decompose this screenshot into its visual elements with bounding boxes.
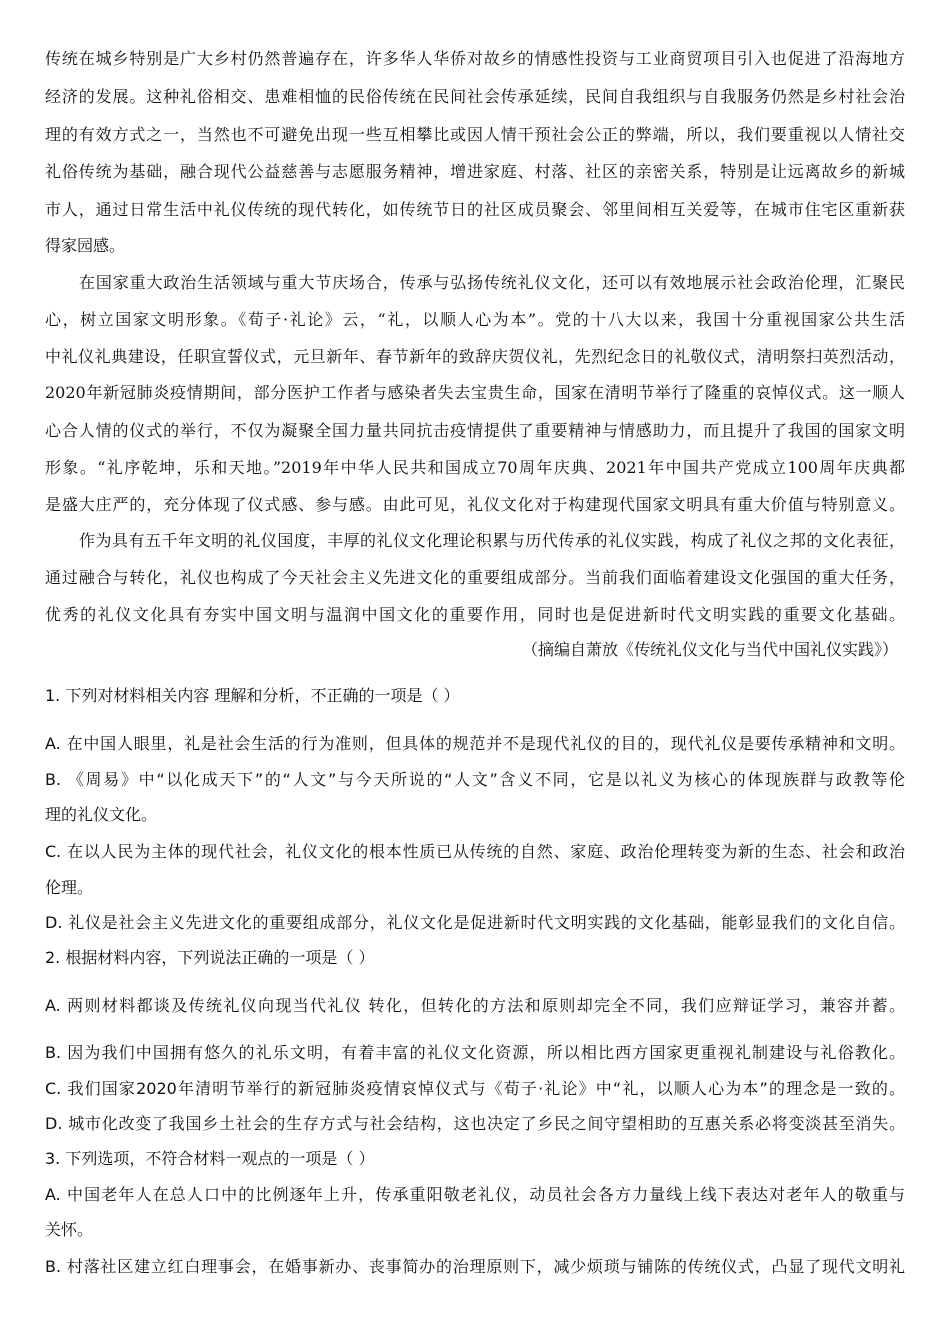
text-line: 心，树立国家文明形象。《荀子·礼论》云，“礼，以顺人心为本”。党的十八大以来，我国十分重视国家公共生活 — [45, 310, 905, 329]
source-citation: （摘编自萧放《传统礼仪文化与当代中国礼仪实践》） — [521, 640, 898, 659]
text-line: 中礼仪礼典建设，任职宣誓仪式，元旦新年、春节新年的致辞庆贺仪礼，先烈纪念日的礼敬仪式，清明祭扫英烈活动， — [45, 347, 905, 366]
option-a: A. 两则材料都谈及传统礼仪向现当代礼仪 转化，但转化的方法和原则却完全不同，我们应辩证学习，兼容并蓄。 — [45, 996, 905, 1015]
text-line: 得家园感。 — [45, 236, 126, 255]
question-stem: 2. 根据材料内容，下列说法正确的一项是（ ） — [45, 948, 375, 967]
option-d: D. 礼仪是社会主义先进文化的重要组成部分，礼仪文化是促进新时代文明实践的文化基础，能彰显我们的文化自信。 — [45, 913, 905, 932]
question-stem: 1. 下列对材料相关内容 理解和分析，不正确的一项是（ ） — [45, 686, 460, 705]
option-c-continued: 伦理。 — [45, 878, 94, 897]
text-line: 在国家重大政治生活领域与重大节庆场合，传承与弘扬传统礼仪文化，还可以有效地展示社会政治伦理，汇聚民 — [79, 273, 905, 292]
text-line: 通过融合与转化，礼仪也构成了今天社会主义先进文化的重要组成部分。当前我们面临着建设文化强国的重大任务， — [45, 568, 905, 587]
text-line: 传统在城乡特别是广大乡村仍然普遍存在，许多华人华侨对故乡的情感性投资与工业商贸项目引入也促进了沿海地方 — [45, 49, 905, 68]
option-b: B. 村落社区建立红白理事会，在婚事新办、丧事简办的治理原则下，减少烦琐与铺陈的传统仪式，凸显了现代文明礼 — [45, 1257, 905, 1276]
text-line: 理的有效方式之一，当然也不可避免出现一些互相攀比或因人情干预社会公正的弊端，所以，我们要重视以人情社交 — [45, 125, 905, 144]
option-a-continued: 关怀。 — [45, 1220, 94, 1239]
question-stem: 3. 下列选项，不符合材料一观点的一项是（ ） — [45, 1149, 375, 1168]
option-b-continued: 理的礼仪文化。 — [45, 805, 158, 824]
option-d: D. 城市化改变了我国乡土社会的生存方式与社会结构，这也决定了乡民之间守望相助的互惠关系必将变淡甚至消失。 — [45, 1114, 905, 1133]
option-a: A. 在中国人眼里，礼是社会生活的行为准则，但具体的规范并不是现代礼仪的目的，现代礼仪是要传承精神和文明。 — [45, 734, 905, 753]
option-b: B. 因为我们中国拥有悠久的礼乐文明，有着丰富的礼仪文化资源，所以相比西方国家更重视礼制建设与礼俗教化。 — [45, 1043, 905, 1062]
text-line: 心合人情的仪式的举行，不仅为凝聚全国力量共同抗击疫情提供了重要精神与情感助力，而且提升了我国的国家文明 — [45, 421, 905, 440]
option-a: A. 中国老年人在总人口中的比例逐年上升，传承重阳敬老礼仪，动员社会各方力量线上线下表达对老年人的敬重与 — [45, 1185, 905, 1204]
option-b: B. 《周易》中“以化成天下”的“人文”与今天所说的“人文”含义不同，它是以礼义为核心的体现族群与政教等伦 — [45, 770, 905, 789]
text-line: 市人，通过日常生活中礼仪传统的现代转化，如传统节日的社区成员聚会、邻里间相互关爱等，在城市住宅区重新获 — [45, 200, 905, 219]
option-c: C. 我们国家2020年清明节举行的新冠肺炎疫情哀悼仪式与《荀子·礼论》中“礼，以顺人心为本”的理念是一致的。 — [45, 1079, 905, 1098]
text-line: 形象。“礼序乾坤，乐和天地。”2019年中华人民共和国成立70周年庆典、2021年中国共产党成立100周年庆典都 — [45, 458, 905, 477]
text-line: 2020年新冠肺炎疫情期间，部分医护工作者与感染者失去宝贵生命，国家在清明节举行了隆重的哀悼仪式。这一顺人 — [45, 383, 905, 402]
text-line: 是盛大庄严的，充分体现了仪式感、参与感。由此可见，礼仪文化对于构建现代国家文明具有重大价值与特别意义。 — [45, 495, 905, 514]
text-line: 经济的发展。这种礼俗相交、患难相恤的民俗传统在民间社会传承延续，民间自我组织与自我服务仍然是乡村社会治 — [45, 87, 905, 106]
text-line: 作为具有五千年文明的礼仪国度，丰厚的礼仪文化理论积累与历代传承的礼仪实践，构成了礼仪之邦的文化表征， — [79, 531, 905, 550]
option-c: C. 在以人民为主体的现代社会，礼仪文化的根本性质已从传统的自然、家庭、政治伦理转变为新的生态、社会和政治 — [45, 842, 905, 861]
text-line: 优秀的礼仪文化具有夯实中国文明与温润中国文化的重要作用，同时也是促进新时代文明实践的重要文化基础。 — [45, 605, 905, 624]
text-line: 礼俗传统为基础，融合现代公益慈善与志愿服务精神，增进家庭、村落、社区的亲密关系，特别是让远离故乡的新城 — [45, 162, 905, 181]
